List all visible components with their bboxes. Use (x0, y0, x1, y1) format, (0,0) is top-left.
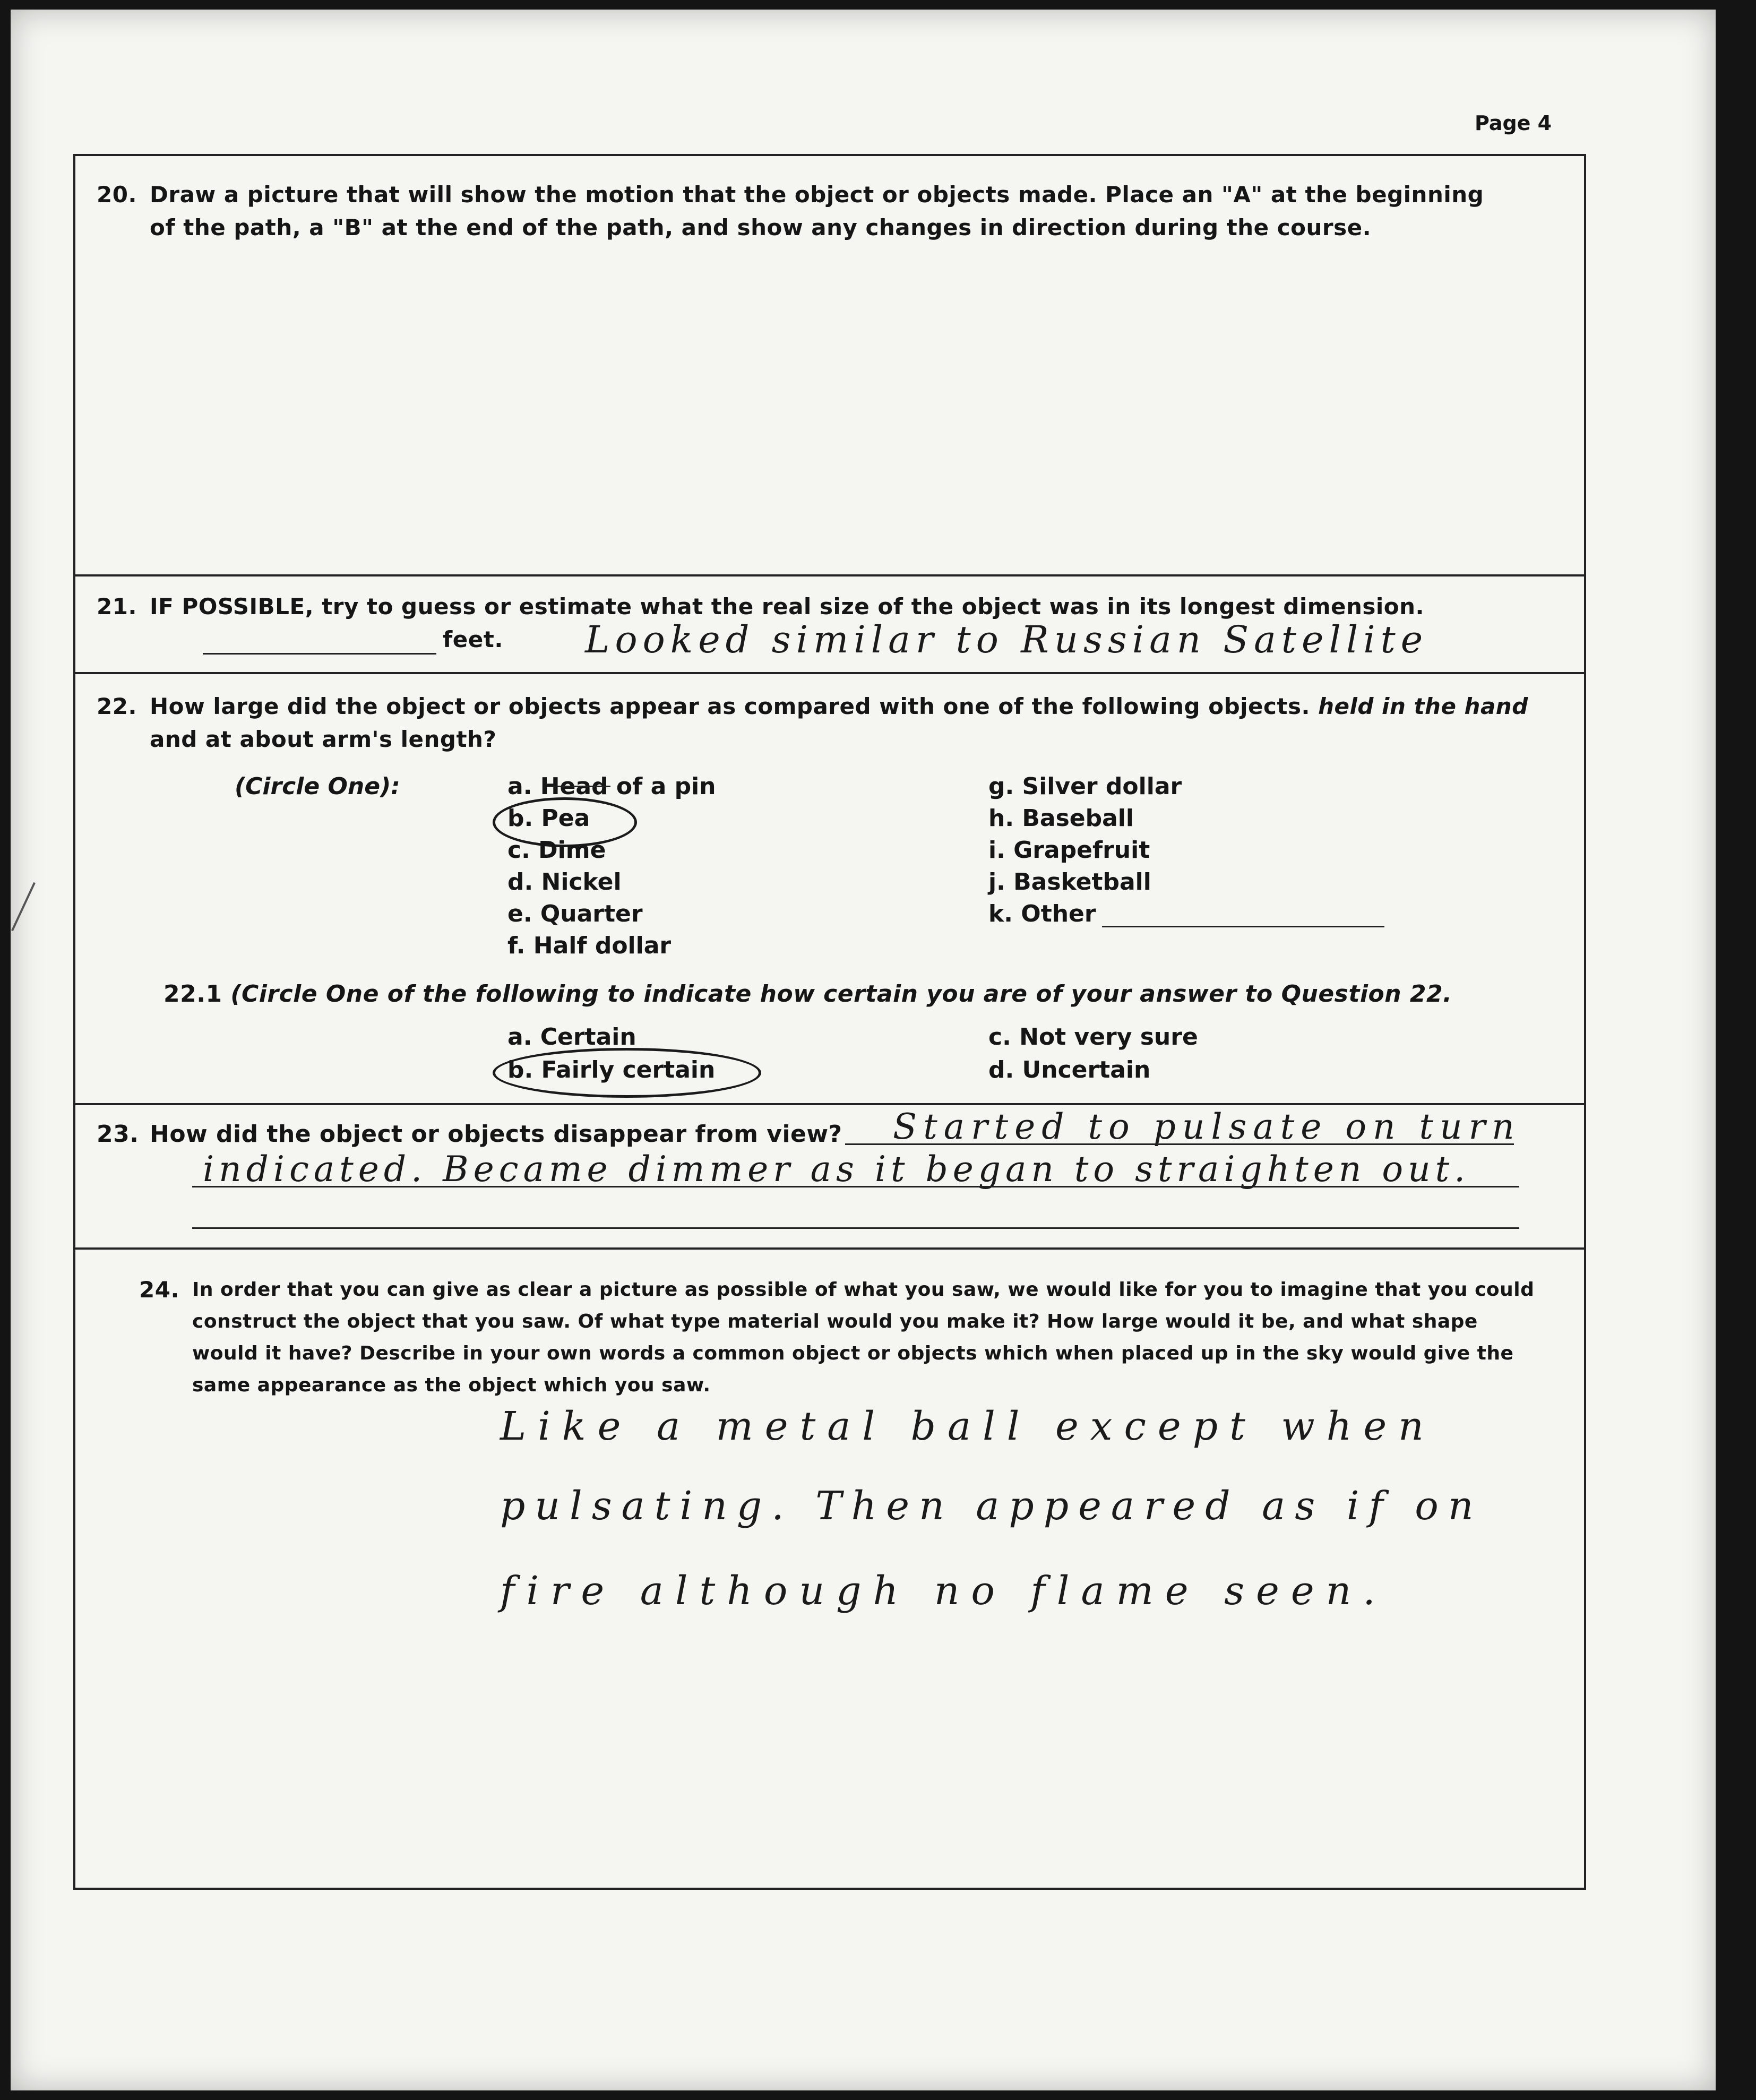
unit-feet-label: feet. (443, 626, 503, 652)
circle-one-label: (Circle One): (235, 773, 400, 800)
question-22-1-text: (Circle One of the following to indicate how certain you are of your answer to Question 22. (230, 980, 1452, 1008)
option-head-of-pin[interactable]: a. Head of a pin (507, 773, 716, 800)
question-24 (139, 1274, 1572, 1401)
scan-mark (11, 882, 36, 931)
option-dime[interactable]: c. Dime (507, 837, 606, 864)
question-24-line2: construct the object that you saw. Of what type material would you make it? How large would it be, and what shape (192, 1311, 1478, 1332)
option-not-very-sure[interactable]: c. Not very sure (988, 1023, 1198, 1051)
question-21-text: IF POSSIBLE, try to guess or estimate what the real size of the object was in its longest dimension. (150, 593, 1425, 619)
question-20-line2: of the path, a "B" at the end of the path, and show any changes in direction during the course. (150, 214, 1372, 240)
describe-answer-line1: Like a metal ball except when (500, 1404, 1435, 1449)
question-24-line3: would it have? Describe in your own words a common object or objects which when placed up in the sky would give the (192, 1342, 1514, 1364)
size-answer-blank[interactable] (203, 653, 436, 655)
answer-line[interactable] (192, 1227, 1519, 1229)
describe-answer-line3: fire although no flame seen. (500, 1568, 1387, 1614)
divider (75, 1247, 1584, 1250)
option-fairly-certain[interactable]: b. Fairly certain (507, 1056, 716, 1083)
question-22-1-number: 22.1 (163, 980, 222, 1008)
size-handwritten-answer: Looked similar to Russian Satellite (585, 618, 1428, 661)
selected-circle-fairly-certain (493, 1048, 761, 1098)
option-grapefruit[interactable]: i. Grapefruit (988, 837, 1150, 864)
option-half-dollar[interactable]: f. Half dollar (507, 932, 672, 959)
question-20-line1: Draw a picture that will show the motion that the object or objects made. Place an "A" at the beginning (150, 182, 1484, 208)
option-basketball[interactable]: j. Basketball (988, 868, 1151, 896)
option-baseball[interactable]: h. Baseball (988, 805, 1134, 832)
divider (75, 574, 1584, 576)
option-quarter[interactable]: e. Quarter (507, 900, 643, 927)
question-22-line2: and at about arm's length? (150, 726, 497, 752)
question-23-number: 23. (97, 1121, 139, 1148)
option-certain[interactable]: a. Certain (507, 1023, 636, 1051)
question-24-number: 24. (139, 1277, 179, 1303)
question-22-line1: How large did the object or objects appear as compared with one of the following objects (150, 693, 1302, 719)
question-22-line1-suffix: held in the hand (1318, 693, 1528, 719)
questionnaire-form (73, 154, 1586, 1890)
other-answer-blank[interactable] (1102, 926, 1384, 927)
option-nickel[interactable]: d. Nickel (507, 868, 622, 896)
form-page (11, 10, 1716, 2090)
option-silver-dollar[interactable]: g. Silver dollar (988, 773, 1182, 800)
divider (75, 1103, 1584, 1105)
divider (75, 672, 1584, 674)
option-uncertain[interactable]: d. Uncertain (988, 1056, 1151, 1083)
question-21-number: 21. (97, 593, 137, 619)
question-20-number: 20. (97, 182, 137, 208)
option-other[interactable]: k. Other (988, 900, 1096, 927)
question-24-line1: In order that you can give as clear a picture as possible of what you saw, we would like for you to imagine that you could (192, 1279, 1535, 1301)
strike-mark (551, 786, 610, 787)
answer-line[interactable] (845, 1143, 1514, 1145)
option-pea[interactable]: b. Pea (507, 805, 590, 832)
question-22: 22. How large did the object or objects appear as compared with one of the following objects. held in the hand and at about arm's length? (150, 690, 1562, 756)
question-22-1 (163, 978, 1452, 1011)
question-23-text: How did the object or objects disappear from view? (150, 1121, 842, 1148)
disappear-answer-line1: Started to pulsate on turn (893, 1106, 1521, 1147)
answer-line[interactable] (192, 1186, 1519, 1187)
question-20 (97, 178, 1562, 244)
describe-answer-line2: pulsating. Then appeared as if on (500, 1483, 1483, 1529)
question-23 (97, 1118, 842, 1151)
question-22-number: 22. (97, 693, 137, 719)
disappear-answer-line2: indicated. Became dimmer as it began to straighten out. (203, 1149, 1470, 1190)
page-number: Page 4 (1475, 111, 1552, 135)
question-24-line4: same appearance as the object which you saw. (192, 1374, 711, 1396)
